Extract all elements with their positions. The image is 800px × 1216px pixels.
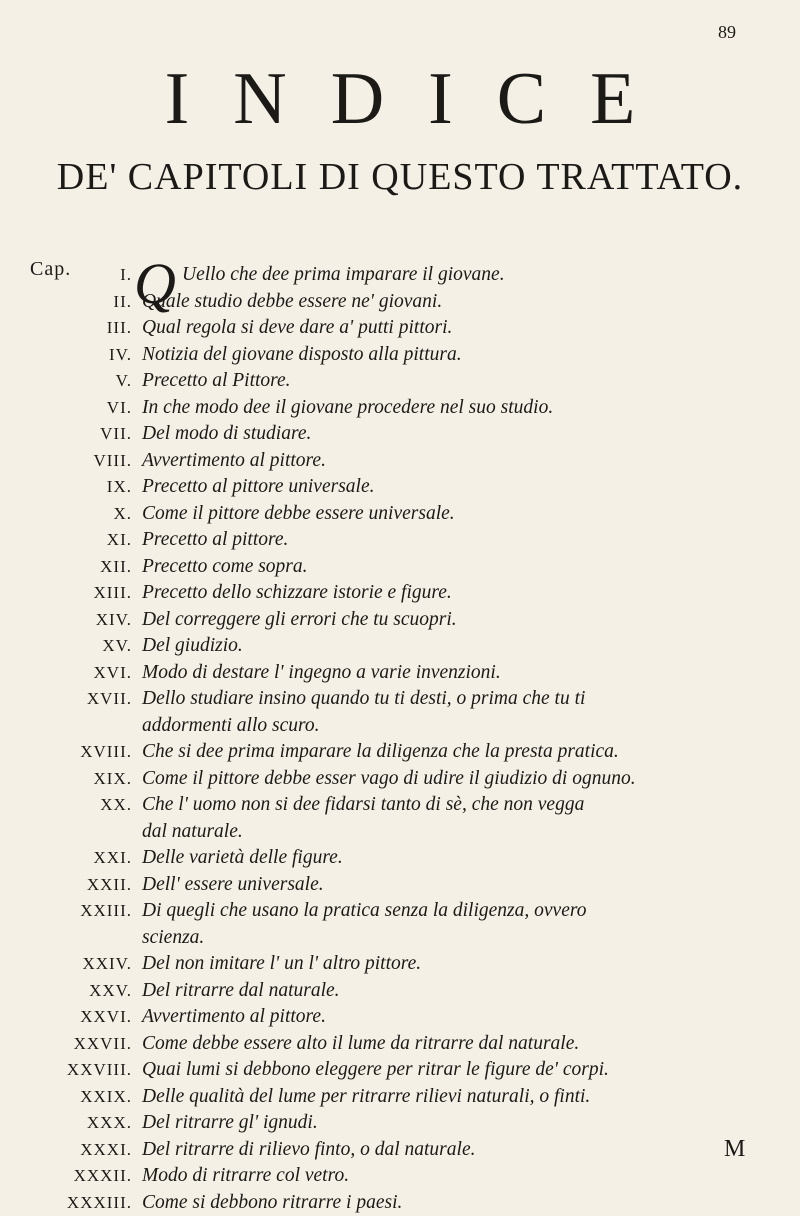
chapter-title: Come si debbono ritrarre i paesi. (142, 1190, 762, 1216)
chapter-number: XV. (60, 633, 132, 660)
chapter-number: XII. (60, 554, 132, 581)
chapter-number: XIV. (60, 607, 132, 634)
chapter-number: XXI. (60, 845, 132, 872)
chapter-title: Precetto al pittore universale. (142, 474, 762, 501)
chapter-number: I. (60, 262, 132, 289)
chapter-title: Quai lumi si debbono eleggere per ritrar le figure de' corpi. (142, 1057, 762, 1084)
chapter-title: Modo di ritrarre col vetro. (142, 1163, 762, 1190)
chapter-title: Precetto dello schizzare istorie e figure. (142, 580, 762, 607)
chapter-number: II. (60, 289, 132, 316)
page-number: 89 (718, 22, 736, 43)
drop-cap: Q (134, 255, 176, 313)
signature-mark: M (724, 1136, 745, 1163)
chapter-title: Precetto al pittore. (142, 527, 762, 554)
chapter-number: XXIX. (60, 1084, 132, 1111)
chapter-title: Notizia del giovane disposto alla pittura. (142, 342, 762, 369)
chapter-title: Delle qualità del lume per ritrarre rilievi naturali, o finti. (142, 1084, 762, 1111)
chapter-number: XVI. (60, 660, 132, 687)
chapter-title: Che l' uomo non si dee fidarsi tanto di sè, che non vegga (142, 792, 762, 819)
chapter-column-label: Cap. (30, 258, 71, 281)
chapter-number: X. (60, 501, 132, 528)
chapter-title: Delle varietà delle figure. (142, 845, 762, 872)
chapter-number: XXX. (60, 1110, 132, 1137)
chapter-title: Come il pittore debbe esser vago di udire il giudizio di ognuno. (142, 766, 762, 793)
chapter-number: XXXII. (60, 1163, 132, 1190)
chapter-title: Dello studiare insino quando tu ti desti, o prima che tu ti (142, 686, 762, 713)
chapter-title-continuation: dal naturale. (142, 819, 762, 846)
chapter-number: V. (60, 368, 132, 395)
chapter-title: Del modo di studiare. (142, 421, 762, 448)
chapter-number: XVIII. (60, 739, 132, 766)
chapter-title: Di quegli che usano la pratica senza la diligenza, ovvero (142, 898, 762, 925)
chapter-number: XXXI. (60, 1137, 132, 1164)
chapter-title: Che si dee prima imparare la diligenza che la presta pratica. (142, 739, 762, 766)
chapter-title: Modo di destare l' ingegno a varie invenzioni. (142, 660, 762, 687)
chapter-title: Del giudizio. (142, 633, 762, 660)
page-title: INDICE (0, 62, 800, 136)
chapter-number: VI. (60, 395, 132, 422)
chapter-title: Avvertimento al pittore. (142, 1004, 762, 1031)
chapter-number: XXV. (60, 978, 132, 1005)
chapter-number: IX. (60, 474, 132, 501)
chapter-title: Precetto al Pittore. (142, 368, 762, 395)
chapter-title-continuation: addormenti allo scuro. (142, 713, 762, 740)
chapter-number: XXXIII. (60, 1190, 132, 1216)
chapter-number: XIX. (60, 766, 132, 793)
chapter-title: Dell' essere universale. (142, 872, 762, 899)
chapter-title: Del ritrarre di rilievo finto, o dal naturale. (142, 1137, 762, 1164)
chapter-title: Avvertimento al pittore. (142, 448, 762, 475)
chapter-title: Quale studio debbe essere ne' giovani. (142, 289, 762, 316)
chapter-number: VIII. (60, 448, 132, 475)
chapter-number: III. (60, 315, 132, 342)
chapter-title: Uello che dee prima imparare il giovane. (176, 262, 800, 289)
page-subtitle: DE' CAPITOLI DI QUESTO TRATTATO. (0, 158, 800, 196)
chapter-title: Come debbe essere alto il lume da ritrarre dal naturale. (142, 1031, 762, 1058)
chapter-number: XXIV. (60, 951, 132, 978)
chapter-number: XI. (60, 527, 132, 554)
chapter-number: XXVII. (60, 1031, 132, 1058)
chapter-number: XVII. (60, 686, 132, 713)
chapter-number: XX. (60, 792, 132, 819)
chapter-number: XXVIII. (60, 1057, 132, 1084)
chapter-title: Precetto come sopra. (142, 554, 762, 581)
chapter-title-continuation: scienza. (142, 925, 762, 952)
chapter-title: Come il pittore debbe essere universale. (142, 501, 762, 528)
chapter-number: XXVI. (60, 1004, 132, 1031)
chapter-title: Del ritrarre gl' ignudi. (142, 1110, 762, 1137)
chapter-title: Del correggere gli errori che tu scuopri. (142, 607, 762, 634)
chapter-number: XXIII. (60, 898, 132, 925)
chapter-number: XXII. (60, 872, 132, 899)
chapter-number: XIII. (60, 580, 132, 607)
chapter-number: VII. (60, 421, 132, 448)
chapter-title: Del ritrarre dal naturale. (142, 978, 762, 1005)
chapter-title: In che modo dee il giovane procedere nel suo studio. (142, 395, 762, 422)
chapter-title: Del non imitare l' un l' altro pittore. (142, 951, 762, 978)
chapter-title: Qual regola si deve dare a' putti pittori. (142, 315, 762, 342)
chapter-number: IV. (60, 342, 132, 369)
